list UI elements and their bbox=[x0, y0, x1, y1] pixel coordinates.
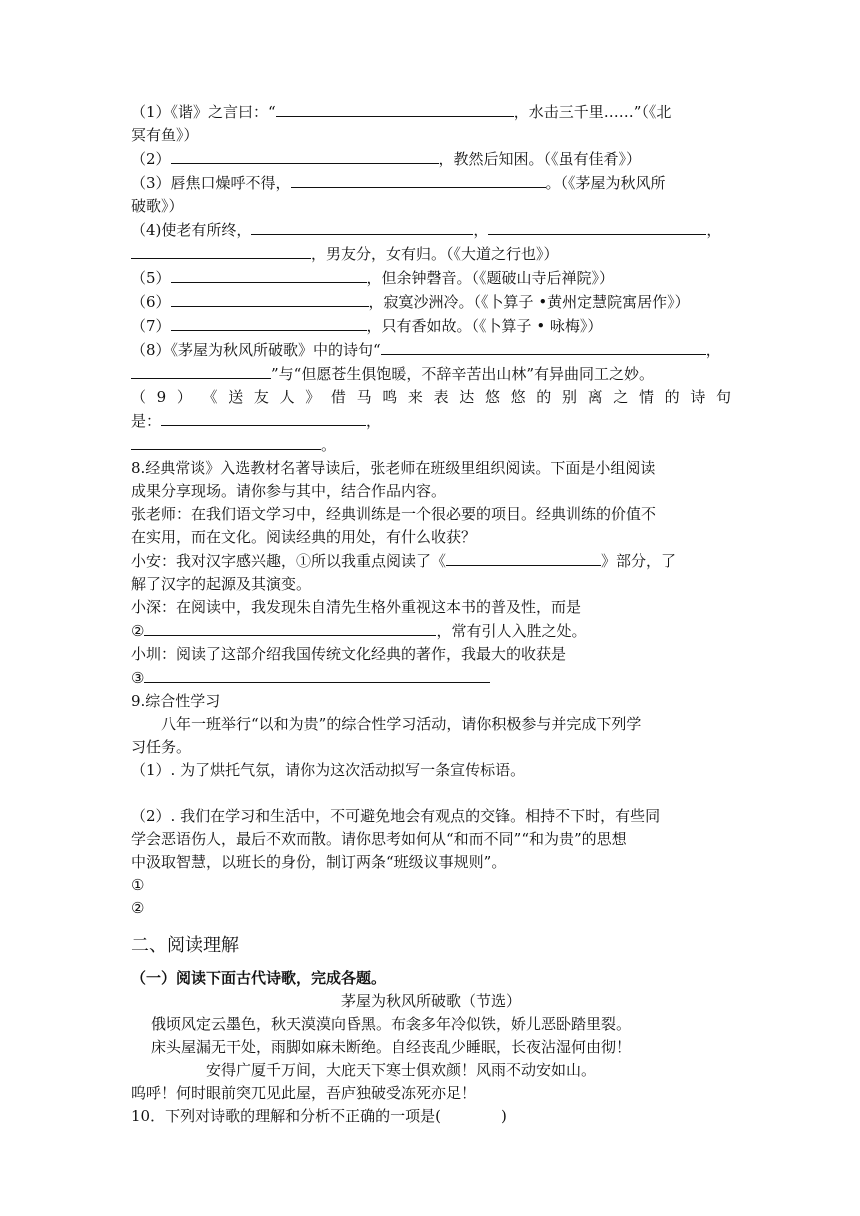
q8-shen-suffix: ，常有引人入胜之处。 bbox=[436, 622, 587, 640]
q7-item-7 bbox=[131, 314, 731, 338]
q10-stem bbox=[131, 1105, 731, 1128]
q7-item-8 bbox=[131, 338, 731, 362]
q9-part-2-line-2: 学会恶语伤人，最后不欢而散。请你思考如何从“和而不同”“和为贵”的思想 bbox=[131, 830, 627, 848]
document-page bbox=[131, 100, 731, 1128]
q7-item-6-suffix: ，寂寞沙洲冷。（《卜算子 •黄州定慧院寓居作》） bbox=[368, 293, 690, 311]
q7-item-7-prefix: （7） bbox=[131, 317, 171, 335]
q7-item-1 bbox=[131, 100, 731, 124]
q8-shen-1: 小深：在阅读中，我发现朱自清先生格外重视这本书的普及性，而是 bbox=[131, 598, 582, 616]
poem-title: 茅屋为秋风所破歌（节选） bbox=[340, 992, 521, 1010]
subsection-heading: （一）阅读下面古代诗歌，完成各题。 bbox=[131, 969, 387, 987]
q7-item-6 bbox=[131, 290, 731, 314]
q7-item-3 bbox=[131, 171, 731, 195]
q7-item-5-suffix: ，但余钟磬音。（《题破山寺后禅院》） bbox=[366, 269, 615, 287]
q7-item-9-comma: ， bbox=[366, 412, 382, 430]
answer-blank[interactable] bbox=[446, 549, 601, 566]
q10-close-paren: ) bbox=[500, 1107, 507, 1125]
q7-item-3-prefix: （3）唇焦口燥呼不得， bbox=[131, 174, 291, 192]
answer-blank[interactable] bbox=[131, 433, 321, 450]
q7-item-9-char: ） bbox=[176, 388, 192, 406]
q7-item-2 bbox=[131, 147, 731, 171]
q7-item-8-suffix: ”与“但愿苍生俱饱暖，不辞辛苦出山林”有异曲同工之妙。 bbox=[271, 365, 655, 383]
q9-answer-2[interactable]: ② bbox=[131, 899, 145, 917]
answer-blank[interactable] bbox=[161, 409, 366, 426]
answer-blank[interactable] bbox=[144, 666, 490, 683]
q8-intro-1: 8.经典常谈》入选教材名著导读后，张老师在班级里组织阅读。下面是小组阅读 bbox=[131, 459, 656, 477]
answer-blank[interactable] bbox=[131, 242, 311, 259]
answer-blank[interactable] bbox=[171, 147, 439, 164]
q7-item-4-comma: ， bbox=[473, 221, 489, 239]
q7-item-4-comma-2: ， bbox=[706, 221, 722, 239]
q9-title: 9.综合性学习 bbox=[131, 692, 221, 710]
q8-intro-2: 成果分享现场。请你参与其中，结合作品内容。 bbox=[131, 482, 447, 500]
poem-line-3: 安得广厦千万间，大庇天下寒士俱欢颜！风雨不动安如山。 bbox=[206, 1061, 597, 1079]
q7-item-8-cont bbox=[131, 362, 731, 386]
q8-shen-2 bbox=[131, 619, 731, 643]
poem-line-1: 俄顷风定云墨色，秋天漠漠向昏黑。布衾多年冷似铁，娇儿恶卧踏里裂。 bbox=[151, 1015, 632, 1033]
answer-blank[interactable] bbox=[488, 218, 706, 235]
q7-item-2-prefix: （2） bbox=[131, 150, 171, 168]
q7-item-9-char: 表 bbox=[433, 388, 449, 406]
q7-item-9 bbox=[131, 386, 731, 409]
answer-blank[interactable] bbox=[381, 338, 706, 355]
q9-answer-1[interactable]: ① bbox=[131, 876, 145, 894]
q8-an-suffix: 》部分，了 bbox=[601, 552, 677, 570]
q9-part-2-line-3: 中汲取智慧，以班长的身份，制订两条“班级议事规则”。 bbox=[131, 853, 507, 871]
poem-line-2: 床头屋漏无干处，雨脚如麻未断绝。自经丧乱少睡眠，长夜沾湿何由彻！ bbox=[151, 1038, 632, 1056]
q8-zhen-prefix: ③ bbox=[131, 669, 145, 687]
q7-item-8-prefix: （8）《茅屋为秋风所破歌》中的诗句“ bbox=[131, 341, 381, 359]
poem-line-4: 呜呼！何时眼前突兀见此屋，吾庐独破受冻死亦足！ bbox=[131, 1084, 477, 1102]
q10-text: 10．下列对诗歌的理解和分析不正确的一项是( bbox=[131, 1107, 441, 1125]
q7-item-2-suffix: ，教然后知困。（《虽有佳肴》） bbox=[438, 150, 642, 168]
q7-item-9-char: 9 bbox=[156, 388, 167, 406]
q7-item-5-prefix: （5） bbox=[131, 269, 171, 287]
q7-item-9-cont bbox=[131, 409, 731, 433]
q7-item-1-cont: 冥有鱼》） bbox=[131, 126, 199, 144]
q7-item-1-suffix: ，水击三千里……”（《北 bbox=[513, 103, 672, 121]
q7-item-9-char: 诗 bbox=[690, 388, 706, 406]
answer-blank[interactable] bbox=[144, 619, 436, 636]
q8-teacher-2: 在实用，而在文化。阅读经典的用处，有什么收获？ bbox=[131, 528, 477, 546]
q7-item-9-char: （ bbox=[131, 388, 147, 406]
q9-intro-2: 习任务。 bbox=[131, 738, 192, 756]
answer-blank[interactable] bbox=[131, 362, 271, 379]
q7-item-9-char: 的 bbox=[664, 388, 680, 406]
q7-item-9-char: 情 bbox=[638, 388, 654, 406]
q7-item-9-char: 达 bbox=[459, 388, 475, 406]
q7-item-3-cont: 破歌》） bbox=[131, 197, 184, 215]
q7-item-9-char: 马 bbox=[356, 388, 372, 406]
q7-item-4-cont bbox=[131, 242, 731, 266]
q7-item-4-prefix: （4)使老有所终， bbox=[131, 221, 252, 239]
q7-item-9-prefix: 是： bbox=[131, 412, 162, 430]
q7-item-9-char: 鸣 bbox=[382, 388, 398, 406]
answer-blank[interactable] bbox=[276, 100, 514, 117]
answer-blank[interactable] bbox=[171, 266, 367, 283]
answer-blank[interactable] bbox=[291, 171, 546, 188]
q8-an-2: 解了汉字的起源及其演变。 bbox=[131, 575, 312, 593]
q7-item-9-char: 借 bbox=[330, 388, 346, 406]
q7-item-5 bbox=[131, 266, 731, 290]
q7-item-9-char: 友 bbox=[253, 388, 269, 406]
q8-an-1 bbox=[131, 549, 731, 573]
q7-item-9-char: 人 bbox=[279, 388, 295, 406]
q7-item-9-char: 送 bbox=[228, 388, 244, 406]
q7-item-8-comma: ， bbox=[705, 341, 721, 359]
q7-item-6-prefix: （6） bbox=[131, 293, 171, 311]
q7-item-9-char: 句 bbox=[715, 388, 731, 406]
q7-item-4-suffix: ，男友分，女有归。（《大道之行也》） bbox=[311, 245, 559, 263]
q9-part-2-line-1: （2）. 我们在学习和生活中，不可避免地会有观点的交锋。相持不下时，有些同 bbox=[131, 807, 661, 825]
q7-item-9-char: 》 bbox=[305, 388, 321, 406]
q7-item-7-suffix: ，只有香如故。（《卜算子 • 咏梅》） bbox=[366, 317, 603, 335]
q7-item-9-char: 之 bbox=[613, 388, 629, 406]
q8-teacher-1: 张老师：在我们语文学习中，经典训练是一个很必要的项目。经典训练的价值不 bbox=[131, 505, 657, 523]
q8-shen-prefix: ② bbox=[131, 622, 145, 640]
q7-item-9-char: 《 bbox=[202, 388, 218, 406]
q9-part-1: （1）. 为了烘托气氛，请你为这次活动拟写一条宣传标语。 bbox=[131, 761, 526, 779]
q7-item-1-prefix: （1）《谐》之言曰：“ bbox=[131, 103, 276, 121]
q7-item-3-suffix: 。（《茅屋为秋风所 bbox=[545, 174, 666, 192]
answer-blank[interactable] bbox=[171, 290, 369, 307]
q7-item-9-char: 的 bbox=[536, 388, 552, 406]
q8-zhen-2 bbox=[131, 666, 731, 690]
q9-intro-1: 八年一班举行“以和为贵”的综合性学习活动，请你积极参与并完成下列学 bbox=[161, 715, 642, 733]
answer-blank[interactable] bbox=[171, 314, 367, 331]
q7-item-9-char: 悠 bbox=[510, 388, 526, 406]
q7-item-9-cont-2 bbox=[131, 433, 731, 457]
q7-item-9-char: 别 bbox=[561, 388, 577, 406]
q7-item-9-end: 。 bbox=[321, 436, 337, 454]
q7-item-9-char: 悠 bbox=[484, 388, 500, 406]
q7-item-4 bbox=[131, 218, 731, 242]
q7-item-9-char: 离 bbox=[587, 388, 603, 406]
q8-an-prefix: 小安：我对汉字感兴趣，①所以我重点阅读了《 bbox=[131, 552, 447, 570]
q7-item-9-char: 来 bbox=[407, 388, 423, 406]
q8-zhen-1: 小圳：阅读了这部介绍我国传统文化经典的著作，我最大的收获是 bbox=[131, 645, 567, 663]
answer-blank[interactable] bbox=[251, 218, 473, 235]
section-heading: 二、阅读理解 bbox=[131, 935, 239, 956]
